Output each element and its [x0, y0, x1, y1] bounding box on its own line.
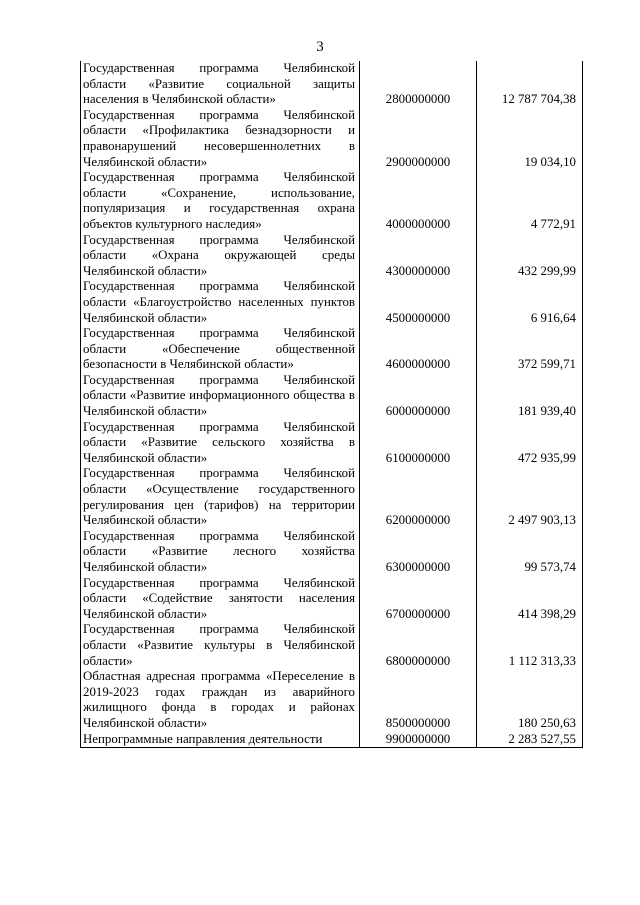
- table-row: [81, 732, 583, 748]
- page-number: 3: [316, 39, 324, 55]
- table-row: [81, 576, 583, 623]
- program-amount: 4 772,91: [477, 170, 583, 232]
- program-amount: 12 787 704,38: [477, 61, 583, 108]
- program-amount: 432 299,99: [477, 233, 583, 280]
- program-name: Государственная программа Челябинской области «Охрана окружающей среды Челябинской области»: [81, 233, 360, 280]
- program-name: Государственная программа Челябинской области «Содействие занятости населения Челябинской области»: [81, 576, 360, 623]
- table-row: [81, 233, 583, 280]
- program-code: 6100000000: [360, 420, 477, 467]
- program-code: 4000000000: [360, 170, 477, 232]
- program-name: Государственная программа Челябинской области «Осуществление государственного регулирования цен (тарифов) на территории Челябинской области»: [81, 466, 360, 528]
- table-row: [81, 373, 583, 420]
- program-amount: 6 916,64: [477, 279, 583, 326]
- program-code: 6800000000: [360, 622, 477, 669]
- program-code: 6700000000: [360, 576, 477, 623]
- table-row: [81, 529, 583, 576]
- program-code: 9900000000: [360, 732, 477, 748]
- program-amount: 181 939,40: [477, 373, 583, 420]
- program-amount: 372 599,71: [477, 326, 583, 373]
- program-code: 6300000000: [360, 529, 477, 576]
- program-code: 4600000000: [360, 326, 477, 373]
- program-name: Государственная программа Челябинской области «Развитие социальной защиты населения в Челябинской области»: [81, 61, 360, 108]
- program-amount: 1 112 313,33: [477, 622, 583, 669]
- table-row: [81, 466, 583, 528]
- program-code: 2900000000: [360, 108, 477, 170]
- program-name: Государственная программа Челябинской области «Развитие сельского хозяйства в Челябинской области»: [81, 420, 360, 467]
- program-amount: 19 034,10: [477, 108, 583, 170]
- program-name: Государственная программа Челябинской области «Развитие лесного хозяйства Челябинской области»: [81, 529, 360, 576]
- program-code: 6000000000: [360, 373, 477, 420]
- budget-table: [80, 61, 583, 748]
- program-amount: 99 573,74: [477, 529, 583, 576]
- program-amount: 2 497 903,13: [477, 466, 583, 528]
- table-row: [81, 279, 583, 326]
- table-row: [81, 61, 583, 108]
- table-row: [81, 326, 583, 373]
- program-code: 6200000000: [360, 466, 477, 528]
- program-name: Областная адресная программа «Переселение в 2019-2023 годах граждан из аварийного жилищного фонда в городах и районах Челябинской области»: [81, 669, 360, 731]
- program-code: 4500000000: [360, 279, 477, 326]
- program-code: 4300000000: [360, 233, 477, 280]
- program-amount: 180 250,63: [477, 669, 583, 731]
- program-name: Государственная программа Челябинской области «Развитие информационного общества в Челябинской области»: [81, 373, 360, 420]
- table-row: [81, 622, 583, 669]
- table-row: [81, 669, 583, 731]
- program-code: 2800000000: [360, 61, 477, 108]
- program-amount: 472 935,99: [477, 420, 583, 467]
- program-name: Государственная программа Челябинской области «Обеспечение общественной безопасности в Челябинской области»: [81, 326, 360, 373]
- table-row: [81, 108, 583, 170]
- program-amount: 2 283 527,55: [477, 732, 583, 748]
- program-name: Непрограммные направления деятельности: [81, 732, 360, 748]
- program-name: Государственная программа Челябинской области «Развитие культуры в Челябинской области»: [81, 622, 360, 669]
- program-name: Государственная программа Челябинской области «Благоустройство населенных пунктов Челябинской области»: [81, 279, 360, 326]
- table-row: [81, 170, 583, 232]
- program-amount: 414 398,29: [477, 576, 583, 623]
- program-code: 8500000000: [360, 669, 477, 731]
- program-name: Государственная программа Челябинской области «Сохранение, использование, популяризация и государственная охрана объектов культурного наследия»: [81, 170, 360, 232]
- table-row: [81, 420, 583, 467]
- program-name: Государственная программа Челябинской области «Профилактика безнадзорности и правонарушений несовершеннолетних в Челябинской области»: [81, 108, 360, 170]
